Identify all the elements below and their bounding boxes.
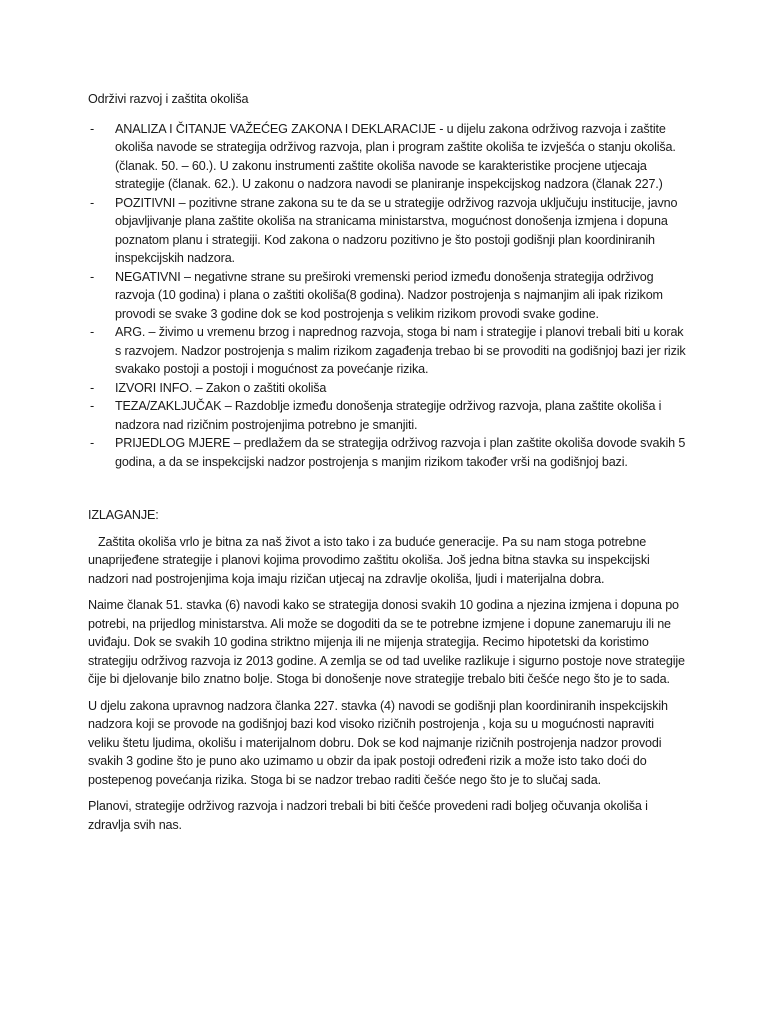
- bullet-dash: -: [90, 380, 95, 395]
- bullet-item-analysis: [88, 120, 688, 194]
- bullet-text: ARG. – živimo u vremenu brzog i naprednog razvoja, stoga bi nam i strategije i planovi trebali biti u korak s razvojem. Nadzor postrojenja s malim rizikom zagađenja trebao bi se provoditi na godišnjoj bazi jer rizik svakako postoji a postoji i mogućnost za povećanje rizika.: [115, 325, 686, 376]
- bullet-text: PRIJEDLOG MJERE – predlažem da se strategija održivog razvoja i plan zaštite okoliša dovode svakih 5 godina, a da se inspekcijski nadzor postrojenja s manjim rizikom također vrši na godišnjoj bazi.: [115, 436, 686, 469]
- bullet-text: POZITIVNI – pozitivne strane zakona su te da se u strategije održivog razvoja uključuju institucije, javno objavljivanje plana zaštite okoliša na stranicama ministarstva, mogućnost donošenja izmjena i dopuna poznatom planu i strategiji. Kod zakona o nadzoru pozitivno je što postoji godišnji plan koordiniranih inspekcijskih nadzora.: [115, 195, 678, 265]
- bullet-item-negative: [88, 268, 688, 324]
- document-body: [88, 90, 688, 842]
- bullet-dash: -: [90, 325, 95, 339]
- bullet-item-thesis: [88, 397, 688, 434]
- bullet-text: ANALIZA I ČITANJE VAŽEĆEG ZAKONA I DEKLARACIJE - u dijelu zakona održivog razvoja i zaštite okoliša navode se strategija održivog razvoja, plan i program zaštite okoliša te izvješća o stanju okoliša. (članak. 50. – 60.). U zakonu instrumenti zaštite okoliša navode se karakteristike procjene utjecaja strategije (članak. 62.). U zakonu o nadzora navodi se planiranje inspekcijskog nadzora (članak 227.): [115, 121, 676, 191]
- bullet-text: NEGATIVNI – negativne strane su preširoki vremenski period između donošenja strategija održivog razvoja (10 godina) i plana o zaštiti okoliša(8 godina). Nadzor postrojenja s najmanjim ali ipak rizikom provodi se svake 3 godine dok se kod postrojenja s velikim rizikom provodi svake godine.: [115, 269, 663, 321]
- bullet-text: TEZA/ZAKLJUČAK – Razdoblje između donošenja strategije održivog razvoja, plana zaštite okoliša i nadzora nad rizičnim postrojenjima potrebno je smanjiti.: [115, 399, 662, 432]
- bullet-item-sources: [88, 379, 688, 398]
- bullet-item-positive: [88, 194, 688, 268]
- document-title: Održivi razvoj i zaštita okoliša: [88, 92, 249, 106]
- bullet-dash: -: [90, 121, 95, 136]
- bullet-dash: -: [90, 195, 95, 210]
- analysis-bullet-list: [88, 120, 688, 472]
- body-paragraph: U djelu zakona upravnog nadzora članka 227. stavka (4) navodi se godišnji plan koordiniranih inspekcijskih nadzora koji se provode na godišnjoj bazi kod visoko rizičnih postrojenja , koja su u mogućnosti napraviti veliku štetu ljudima, okolišu i materijalnom dobru. Dok se kod najmanje rizičnih postrojenja nadzor provodi svakih 3 godine što je puno ako uzimamo u obzir da ipak postoji određeni rizik a može isto tako doći do postepenog povećanja rizika. Stoga bi se nadzor trebao raditi češće nego što je to slučaj sada.: [88, 698, 668, 787]
- section-heading: IZLAGANJE:: [88, 508, 159, 522]
- bullet-dash: -: [90, 399, 95, 413]
- body-paragraph: Zaštita okoliša vrlo je bitna za naš život a isto tako i za buduće generacije. Pa su nam stoga potrebne unaprijeđene strategije i planovi kojima provodimo zaštitu okoliša. Još jedna bitna stavka su inspekcijski nadzori nad postrojenjima koja imaju rizičan utjecaj na zdravlje okoliša, ljudi i materijalna dobra.: [88, 534, 650, 586]
- body-paragraph: Naime članak 51. stavka (6) navodi kako se strategija donosi svakih 10 godina a njezina izmjena i dopuna po potrebi, na prijedlog ministarstva. Ali može se dogoditi da se te potrebne izmjene i dopune zanemaruju ili ne uviđaju. Dok se svakih 10 godina striktno mijenja ili ne mijenja strategija. Recimo hipotetski da koristimo strategiju održivog razvoja iz 2013 godine. A zemlja se od tad uvelike razlikuje i sigurno postoje nove strategije čije bi djelovanje bilo znatno bolje. Stoga bi donošenje nove strategije trebalo biti češće nego što je to sada.: [88, 598, 685, 686]
- bullet-text: IZVORI INFO. – Zakon o zaštiti okoliša: [115, 380, 327, 395]
- body-paragraph: Planovi, strategije održivog razvoja i nadzori trebali bi biti češće provedeni radi boljeg očuvanja okoliša i zdravlja svih nas.: [88, 799, 648, 832]
- bullet-dash: -: [90, 436, 95, 450]
- bullet-item-proposal: [88, 434, 688, 471]
- bullet-dash: -: [90, 269, 95, 284]
- bullet-item-argument: [88, 323, 688, 379]
